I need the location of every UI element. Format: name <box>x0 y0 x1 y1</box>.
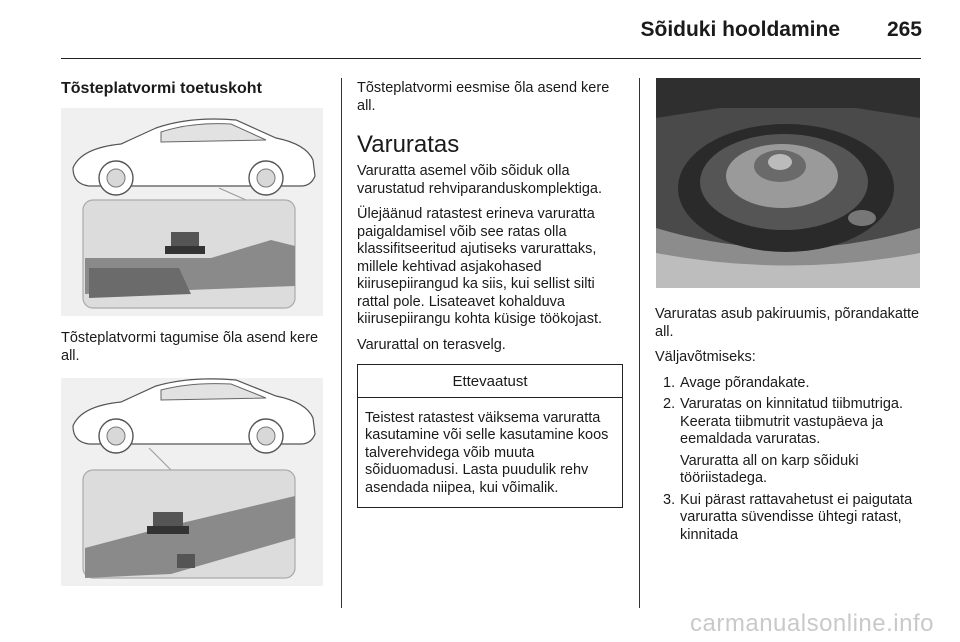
step-number: 1. <box>663 374 676 391</box>
step-text: Avage põrandakate. <box>680 374 810 391</box>
caption-rear-block <box>61 330 329 373</box>
paragraph-temporary-spare: Ülejäänud ratastest erineva varuratta paigaldamisel võib see ratas olla klassifitseeritud ajutiseks varurattaks, millele kehtivad asjakohased kiirusepiirangud ka siis, kui sellist silti rattal pole. Lisateavet kohalduva kiirusepiirangu kohta küsige töökojast. <box>357 206 603 327</box>
paragraph-spare-location: Varuratas asub pakiruumis, põrandakatte all. <box>655 306 920 340</box>
step-1 <box>655 375 925 393</box>
figure-rear-lift-point <box>61 108 323 316</box>
car-side-illustration <box>61 108 323 316</box>
car-side-illustration-2 <box>61 378 323 586</box>
section-heading-lift-points: Tõsteplatvormi toetuskoht <box>61 80 262 97</box>
caution-box <box>357 364 623 508</box>
column-divider-1 <box>341 78 342 608</box>
column-2 <box>357 80 623 508</box>
step-text: Kui pärast rattavahetust ei paigutata varuratta süvendisse ühtegi ratast, kinnitada <box>680 491 913 543</box>
spare-wheel-photo <box>656 78 920 288</box>
section-title-spare-wheel: Varuratas <box>357 131 460 158</box>
figure-spare-wheel-trunk <box>656 78 920 288</box>
caption-rear-lift-arm: Tõsteplatvormi tagumise õla asend kere all. <box>61 330 319 364</box>
column-1 <box>61 80 329 98</box>
caption-front-lift-arm: Tõsteplatvormi eesmise õla asend kere all. <box>357 80 610 114</box>
step-text: Varuratas on kinnitatud tiibmutriga. Keerata tiibmutrit vastupäeva ja eemaldada varuratas. <box>680 396 903 447</box>
paragraph-steel-rim: Varurattal on terasvelg. <box>357 336 506 353</box>
paragraph-repair-kit: Varuratta asemel võib sõiduk olla varustatud rehviparanduskomplektiga. <box>357 163 603 197</box>
step-2 <box>655 396 925 488</box>
caution-title: Ettevaatust <box>358 365 622 398</box>
column-divider-2 <box>639 78 640 608</box>
column-3 <box>655 306 925 548</box>
step-3 <box>655 492 925 545</box>
paragraph-removal-intro: Väljavõtmiseks: <box>655 349 756 365</box>
page-number: 265 <box>886 18 922 41</box>
header-title: Sõiduki hooldamine <box>640 18 840 41</box>
figure-front-lift-point <box>61 378 323 586</box>
step-note: Varuratta all on karp sõiduki tööriistadega. <box>680 452 859 486</box>
removal-steps-list <box>655 375 925 545</box>
step-number: 3. <box>663 491 676 508</box>
caution-text: Teistest ratastest väiksema varuratta kasutamine või selle kasutamine koos talverehvidega võib muuta sõiduomadusi. Lasta puudulik rehv asendada niipea, kui võimalik. <box>365 409 609 496</box>
step-number: 2. <box>663 396 676 412</box>
header-rule <box>61 58 921 59</box>
watermark: carmanualsonline.info <box>690 610 934 637</box>
